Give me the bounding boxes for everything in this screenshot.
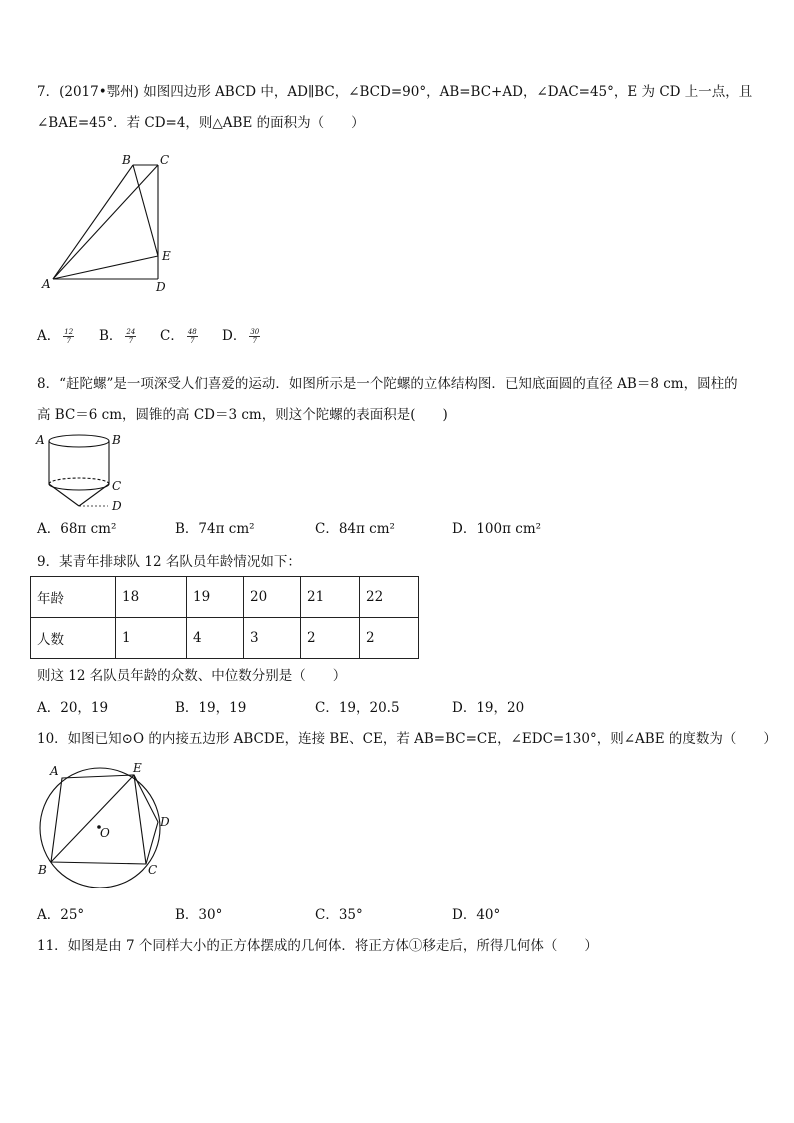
table-row [31,618,419,659]
q7-label-A: A [42,277,51,291]
q9-option-c[interactable]: C．19，20.5 [315,700,400,716]
q7-option-a[interactable]: A． $\frac{12}{7}$ [37,328,74,345]
table-cell: 18 [116,577,187,618]
q10-option-c[interactable]: C．35° [315,907,363,923]
q7-stem-line1: 7．(2017•鄂州) 如图四边形 ABCD 中，AD∥BC，∠BCD=90°，AB=BC+AD，∠DAC=45°，E 为 CD 上一点，且 [37,84,753,100]
table-cell: 21 [301,577,360,618]
q7-stem-line2: ∠BAE=45°．若 CD=4，则△ABE 的面积为（ ） [37,115,365,131]
q10-label-B: B [38,863,47,877]
q7-label-C: C [160,153,170,167]
table-cell: 3 [244,618,301,659]
q8-figure [34,428,134,518]
table-cell: 2 [360,618,419,659]
q9-option-d[interactable]: D．19，20 [452,700,525,716]
q8-stem-line2: 高 BC＝6 cm，圆锥的高 CD＝3 cm，则这个陀螺的表面积是( ) [37,407,448,423]
table-cell: 年龄 [31,577,116,618]
q10-option-a[interactable]: A．25° [37,907,85,923]
q10-option-b[interactable]: B．30° [175,907,223,923]
q10-label-E: E [133,761,142,775]
q7-figure [36,148,186,298]
q10-label-D: D [160,815,170,829]
q8-option-b[interactable]: B．74π cm² [175,521,255,537]
table-cell: 人数 [31,618,116,659]
q8-stem-line1: 8．“赶陀螺”是一项深受人们喜爱的运动．如图所示是一个陀螺的立体结构图．已知底面圆的直径 AB＝8 cm，圆柱的 [37,376,738,392]
q8-label-C: C [112,479,122,493]
q7-label-B: B [122,153,131,167]
q9-option-a[interactable]: A．20，19 [37,700,109,716]
table-cell: 2 [301,618,360,659]
q10-option-d[interactable]: D．40° [452,907,501,923]
table-row [31,577,419,618]
q8-option-d[interactable]: D．100π cm² [452,521,542,537]
q8-label-D: D [112,499,122,513]
table-cell: 19 [187,577,244,618]
q9-stem-line2: 则这 12 名队员年龄的众数、中位数分别是（ ） [37,668,347,684]
q10-label-C: C [148,863,158,877]
q10-label-A: A [50,764,59,778]
table-cell: 4 [187,618,244,659]
q10-figure [30,758,180,888]
q7-option-b[interactable]: B． $\frac{24}{7}$ [99,328,136,345]
table-cell: 22 [360,577,419,618]
q7-option-d[interactable]: D． $\frac{30}{7}$ [222,328,260,345]
q9-option-b[interactable]: B．19，19 [175,700,247,716]
q10-stem-line1: 10．如图已知⊙O 的内接五边形 ABCDE，连接 BE、CE，若 AB=BC=CE，∠EDC=130°，则∠ABE 的度数为（ ） [37,731,777,747]
q9-stem-line1: 9．某青年排球队 12 名队员年龄情况如下： [37,554,301,570]
q9-age-table [30,576,419,659]
q7-label-E: E [162,249,171,263]
q8-option-a[interactable]: A．68π cm² [37,521,117,537]
q8-option-c[interactable]: C．84π cm² [315,521,395,537]
q8-label-A: A [36,433,45,447]
q8-label-B: B [112,433,121,447]
q11-stem-line1: 11．如图是由 7 个同样大小的正方体摆成的几何体．将正方体①移走后，所得几何体（ ） [37,938,598,954]
table-cell: 1 [116,618,187,659]
q7-label-D: D [156,280,166,294]
table-cell: 20 [244,577,301,618]
q7-option-c[interactable]: C． $\frac{48}{7}$ [160,328,197,345]
q10-label-O: O [100,826,110,840]
